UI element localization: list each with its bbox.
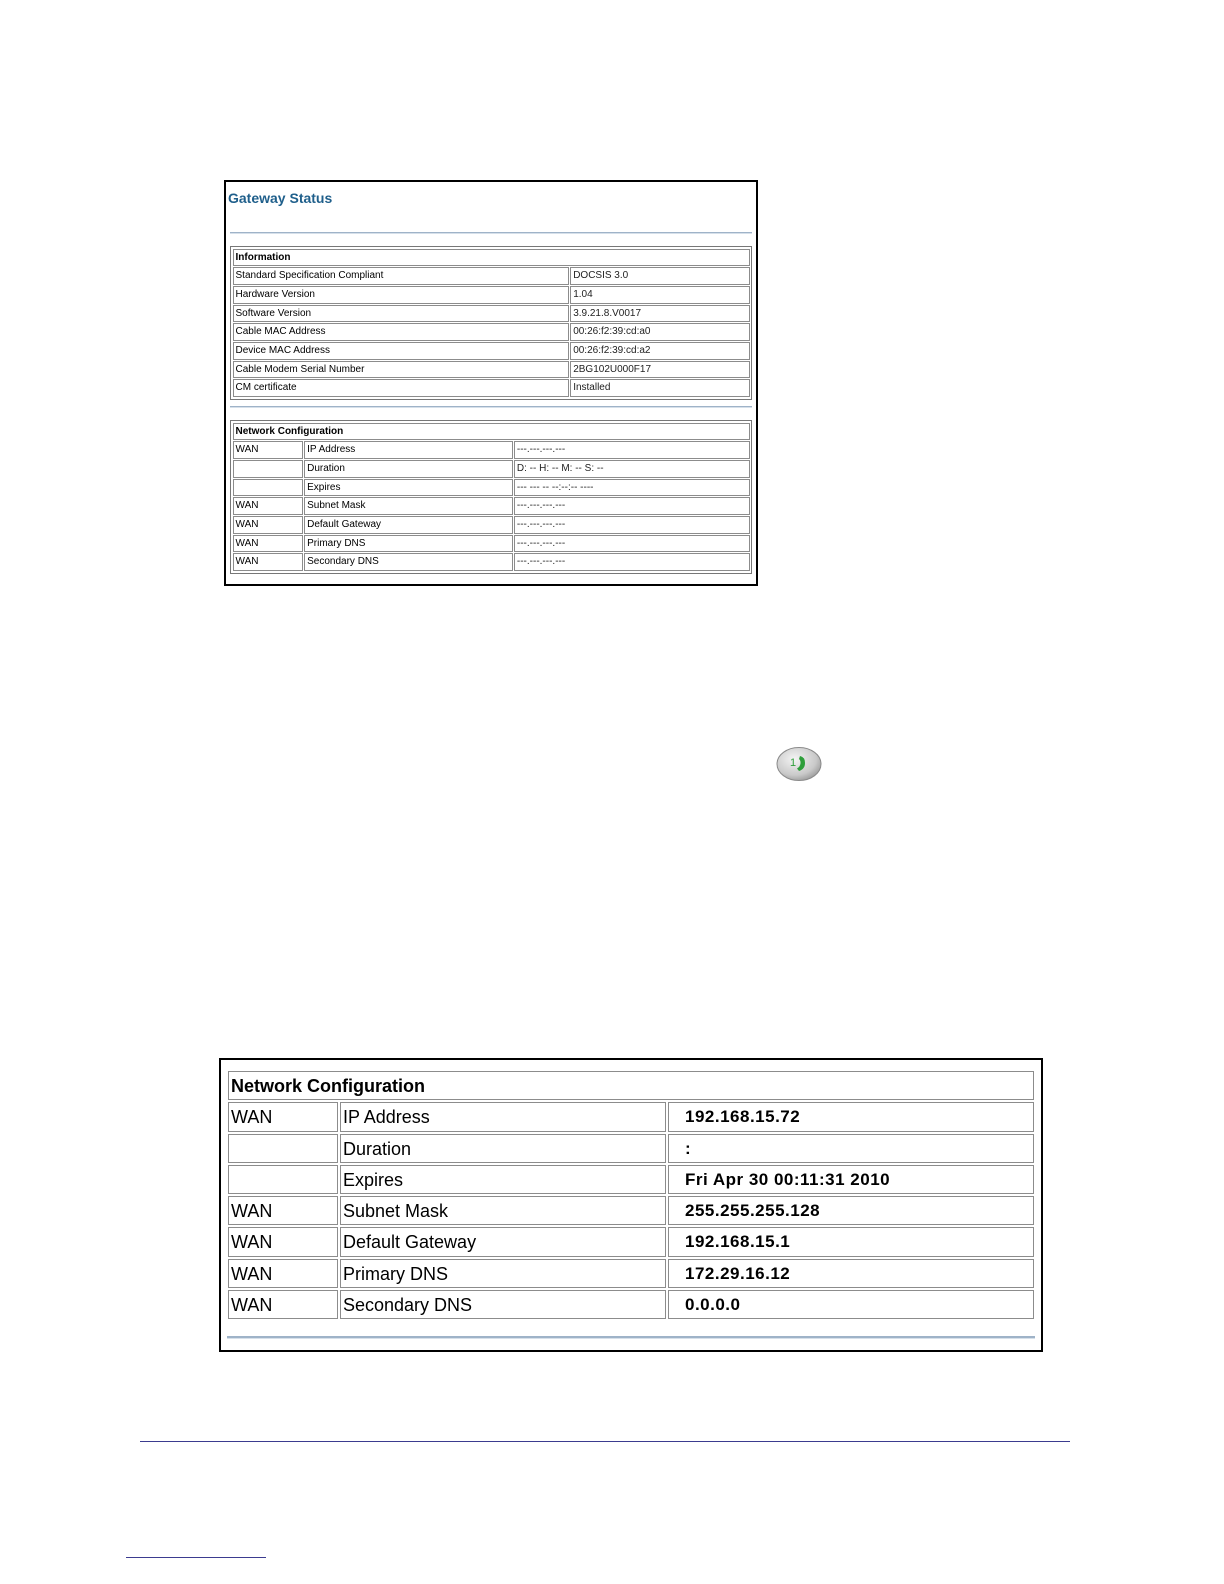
net-label: Expires [340,1165,666,1194]
network-config-zoom-table [227,1070,1035,1320]
iface-cell: WAN [228,1290,338,1319]
phone-line-1-icon [776,746,822,782]
net-value: ---.---.---.--- [514,553,750,571]
iface-cell: WAN [233,553,304,571]
table-row [232,379,750,398]
net-label: Primary DNS [304,535,513,553]
iface-cell: WAN [233,516,304,534]
info-value: 1.04 [570,286,749,304]
net-value: 172.29.16.12 [668,1259,1034,1288]
info-value: 00:26:f2:39:cd:a2 [570,342,749,360]
network-config-zoom-screenshot [219,1058,1043,1352]
table-row [232,515,750,534]
info-label: Cable Modem Serial Number [233,361,570,379]
info-label: Device MAC Address [233,342,570,360]
network-config-header: Network Configuration [233,423,750,441]
net-value: 192.168.15.1 [668,1227,1034,1256]
iface-cell: WAN [233,497,304,515]
page-title: Gateway Status [228,190,333,206]
table-row [227,1195,1035,1226]
table-row [232,341,750,360]
iface-cell [228,1165,338,1194]
net-value: 255.255.255.128 [668,1196,1034,1225]
table-row [232,323,750,342]
divider [227,1336,1035,1339]
table-row [232,497,750,516]
info-value: 00:26:f2:39:cd:a0 [570,323,749,341]
net-label: Default Gateway [340,1227,666,1256]
table-row [232,360,750,379]
table-row [232,441,750,460]
divider [230,406,752,408]
info-value: DOCSIS 3.0 [570,267,749,285]
iface-cell: WAN [233,535,304,553]
network-config-table [230,420,752,574]
info-label: Software Version [233,305,570,323]
net-value: --- --- -- --:--:-- ---- [514,479,750,497]
table-row [232,534,750,553]
info-label: Hardware Version [233,286,570,304]
net-label: Primary DNS [340,1259,666,1288]
divider [230,232,752,234]
information-table [230,246,752,400]
iface-cell [233,460,304,478]
table-row [232,553,750,572]
iface-cell: WAN [228,1196,338,1225]
iface-cell: WAN [228,1102,338,1131]
iface-cell: WAN [233,441,304,459]
net-value: ---.---.---.--- [514,535,750,553]
net-label: IP Address [304,441,513,459]
net-value: ---.---.---.--- [514,497,750,515]
net-value: : [668,1134,1034,1163]
info-label: CM certificate [233,379,570,397]
table-row [227,1258,1035,1289]
table-row [227,1289,1035,1320]
net-value: 0.0.0.0 [668,1290,1034,1319]
table-row [232,285,750,304]
net-label: Subnet Mask [304,497,513,515]
footer-divider [140,1441,1070,1442]
table-row [227,1226,1035,1257]
table-row [227,1164,1035,1195]
net-value: D: -- H: -- M: -- S: -- [514,460,750,478]
table-row [227,1133,1035,1164]
net-label: Secondary DNS [340,1290,666,1319]
table-row [227,1101,1035,1132]
net-label: Default Gateway [304,516,513,534]
net-label: Duration [304,460,513,478]
net-label: Secondary DNS [304,553,513,571]
iface-cell [233,479,304,497]
table-row [232,304,750,323]
table-row [232,478,750,497]
info-label: Cable MAC Address [233,323,570,341]
net-label: IP Address [340,1102,666,1131]
iface-cell: WAN [228,1259,338,1288]
info-label: Standard Specification Compliant [233,267,570,285]
net-value: ---.---.---.--- [514,516,750,534]
net-value: 192.168.15.72 [668,1102,1034,1131]
iface-cell [228,1134,338,1163]
info-value: 2BG102U000F17 [570,361,749,379]
phone-line-number: 1 [790,757,797,769]
net-label: Duration [340,1134,666,1163]
net-value: ---.---.---.--- [514,441,750,459]
net-label: Expires [304,479,513,497]
gateway-status-screenshot [224,180,758,586]
info-value: Installed [570,379,749,397]
iface-cell: WAN [228,1227,338,1256]
info-value: 3.9.21.8.V0017 [570,305,749,323]
footer-link-underline [126,1557,266,1558]
network-config-zoom-header: Network Configuration [228,1071,1034,1100]
information-header: Information [233,249,750,267]
table-row [232,459,750,478]
net-value: Fri Apr 30 00:11:31 2010 [668,1165,1034,1194]
table-row [232,267,750,286]
net-label: Subnet Mask [340,1196,666,1225]
